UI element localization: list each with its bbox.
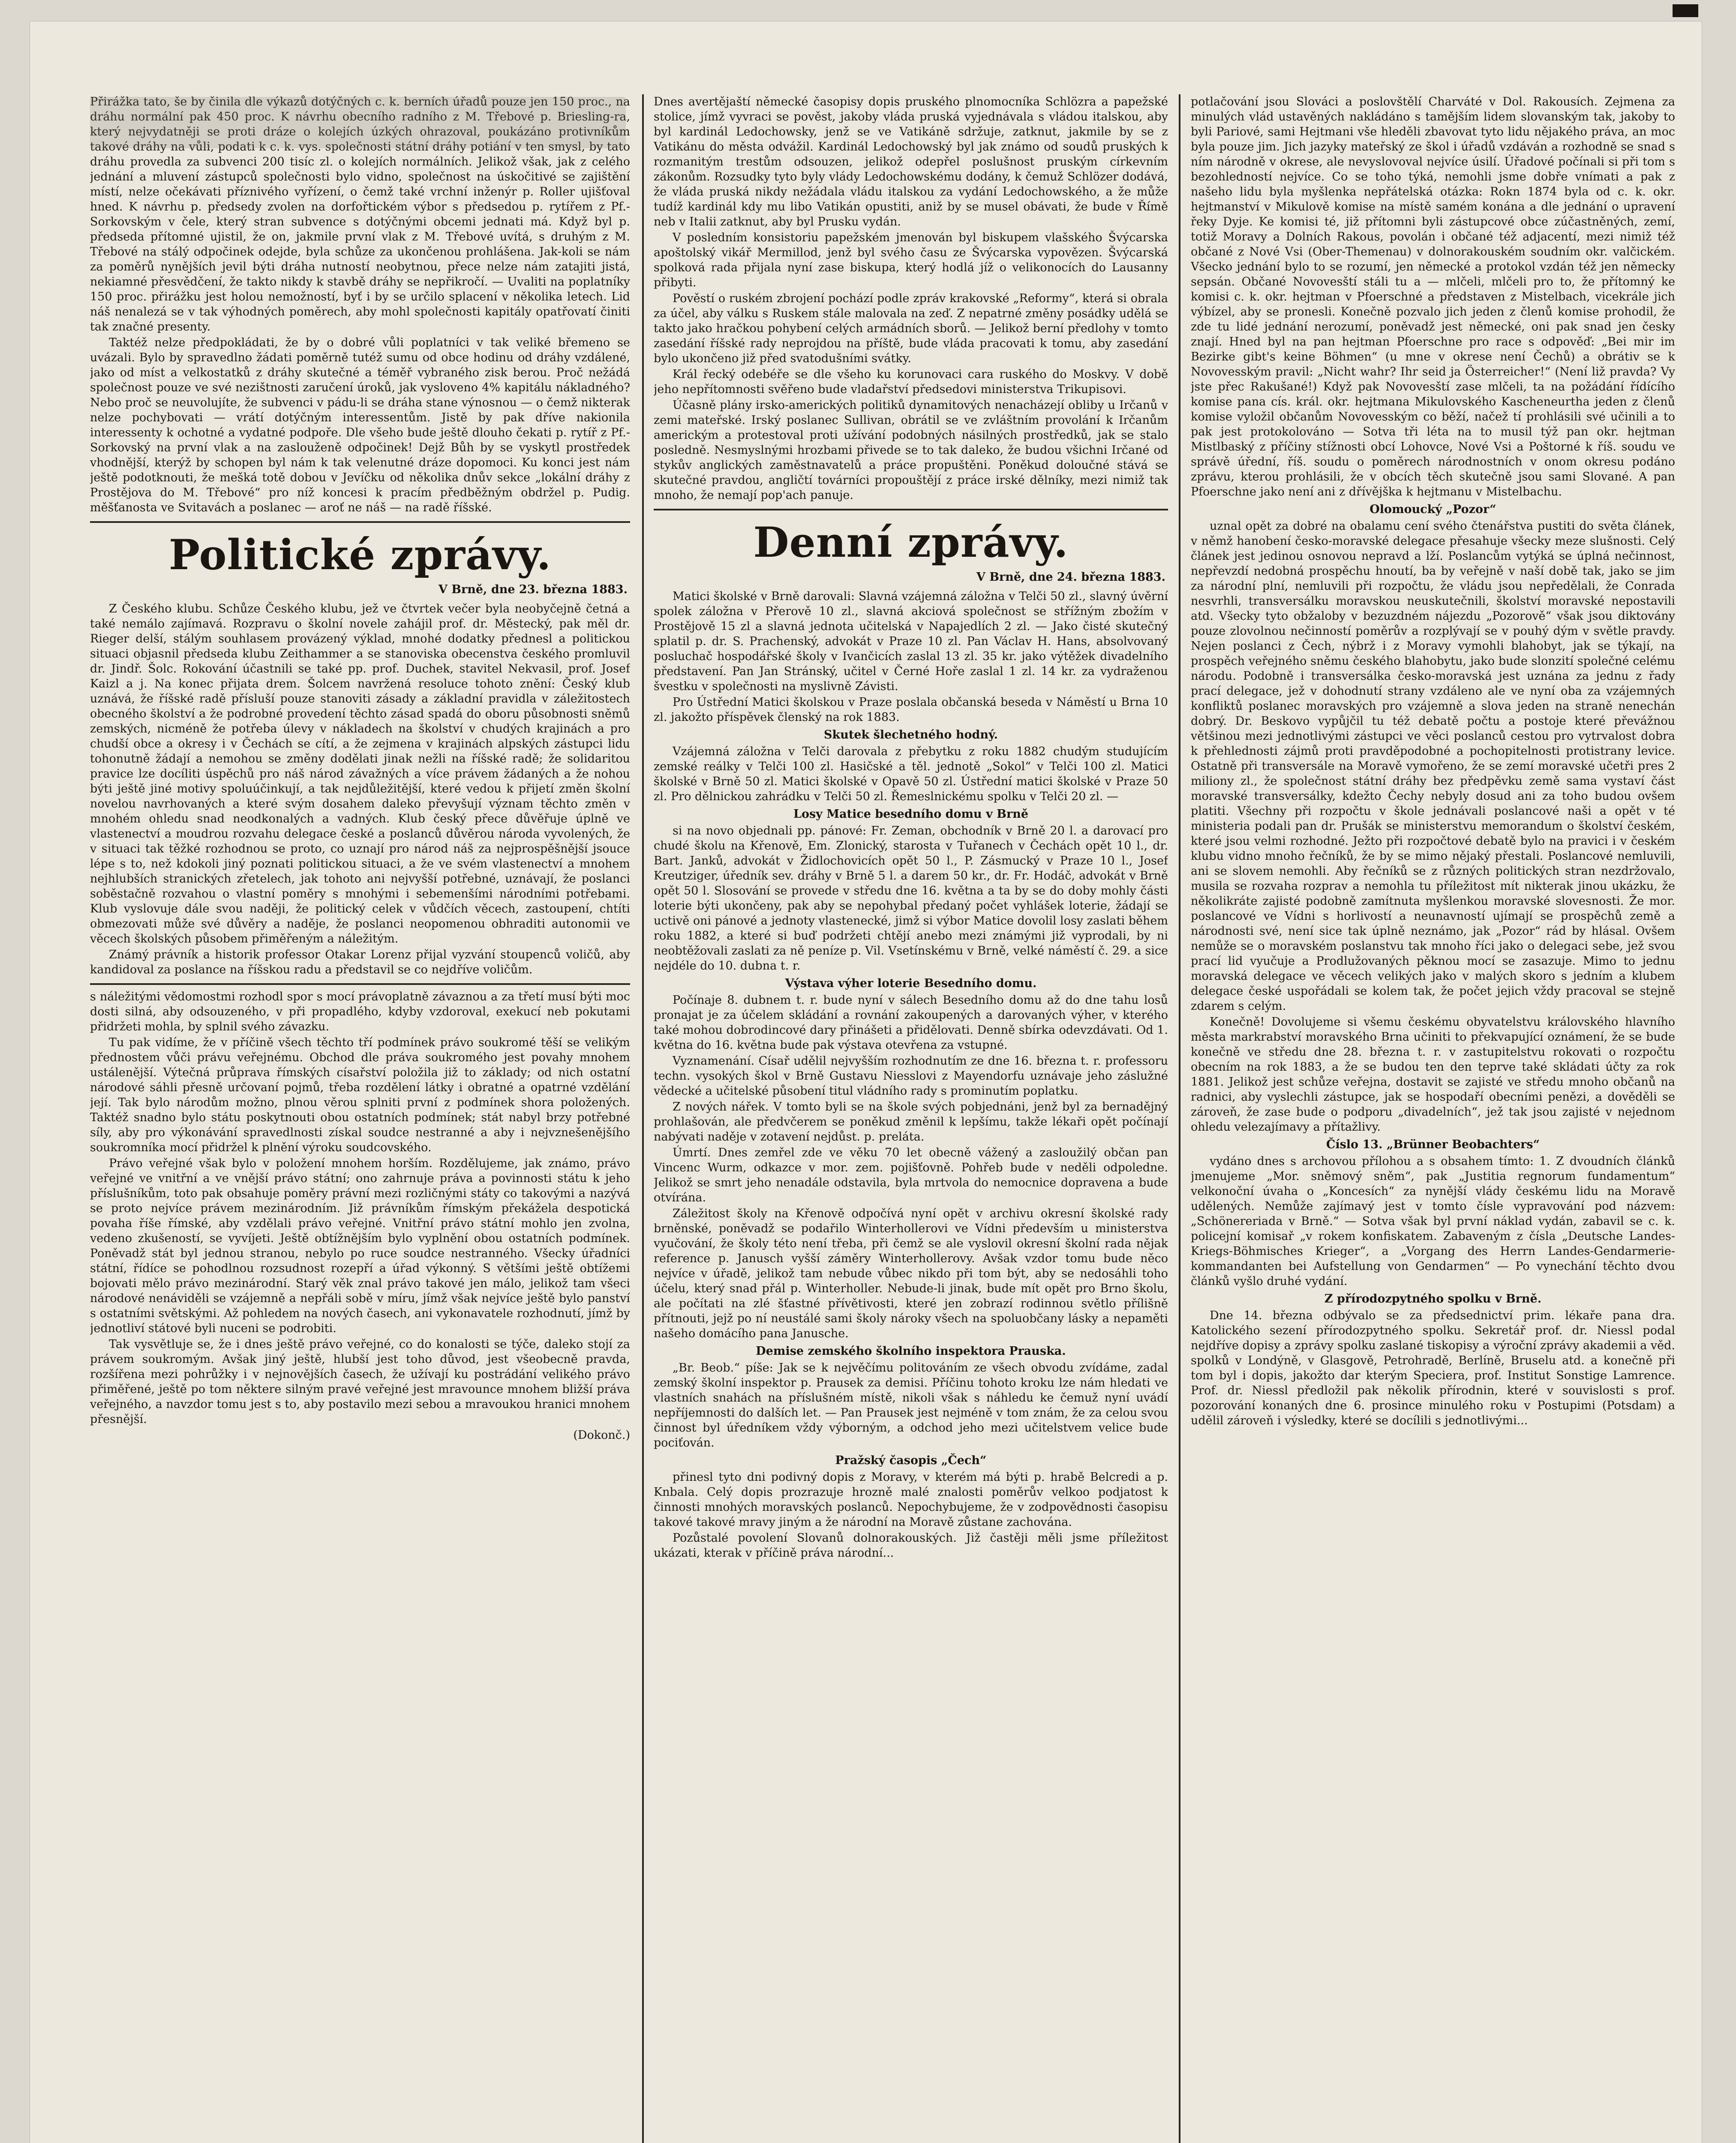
item-heading: Výstava výher loterie Besedního domu. (785, 977, 1037, 990)
article-paragraph: s náležitými vědomostmi rozhodl spor s mocí právoplatně závaznou a za třetí musí býti moc dosti silná, aby odsouzeného, v při propadlého, kdyby vzdoroval, exekucí neb pokutami přidržeti mohla, by splnil svého závazku. (90, 990, 630, 1033)
column-rule-2 (1179, 94, 1180, 2143)
article-paragraph: Z Českého klubu. Schůze Českého klubu, jež ve čtvrtek večer byla neobyčejně četná a také nemálo zajímavá. Rozpravu o školní novele zahájil prof. dr. Městecký, pak měl dr. Rieger delší, stálým souhlasem provázený výklad, mnohé dodatky přednesl a politickou situaci objasnil předseda klubu Zeithammer a se stanoviska obecenstva českého promluvil dr. Jindř. Šolc. Rokování účastnili se také pp. prof. Duchek, stavitel Nekvasil, prof. Josef Kaizl a j. Na konec přijata drem. Šolcem navržená resoluce tohoto znění: Český klub uznává, že říšské radě přísluší pouze stanoviti zásady a základní pravidla v záležitostech obecného školství a že podrobné provedení těchto zásad spadá do oboru působnosti sněmů zemských, nicméně že potřeba úlevy v nákladech na školství v chudých krajinách a pro chudší obce a okresy i v Čechách se cítí, a že zejmena v krajinách alpských zástupci lidu tohonutně žádají a nemohou se změny dodělati jinak nežli na říšské radě; že solidaritou pravice lze docíliti úspěchů pro náš národ závažných a více právem žádaných a že nohou býti ještě jiné motivy spoluúčinkují, a tak nejdůležitější, které vedou k přijetí změn školní novelou navrhovaných a které svým dosahem daleko převyšují význam těchto změn v mnohém ohledu snad neodkonalých a vadných. Klub český přece důvěřuje úplně ve vlastenectví a moudrou rozvahu delegace české a poslanců důvěrou národa vyvolených, že v situaci tak těžké rozhodnou se proto, co uznají pro národ náš za nejprospěšnější jsouce lépe s to, než kdokoli jiný poznati politickou situaci, a že ve svém vlastenectví a mnohem nejhlubších stranických zřetelech, jak tohoto ani nejvyšší potřebné, uznávají, že poslanci soběstačně rozvahou o vlastní poměry s mnohými i sebemenšími národními potřebami. Klub vyslovuje dále svou naději, že politický celek v vůdčích věcech, zastoupení, chtíti obmezovati může své důvěry a naděje, že poslanci neopomenou obhraditi autonomii ve věcech školských působem přiměřeným a náležitým. (90, 602, 630, 945)
article-paragraph: Účasně plány irsko-amerických politiků dynamitových nenacházejí obliby u Irčanů v zemi mateřské. Irský poslanec Sullivan, obrátil se ve zvláštním provolání k Irčanům americkým a protestoval proti užívání podobných násilných prostředků, jak se stalo posledně. Nesmyslnými hrozbami přivede se to tak daleko, že budou všichni Irčané od stykův anglických zaměstnavatelů a práce propuštěni. Poněkud doloučné stává se skutečné pravdou, angličtí továrníci propouštějí z práce irské dělníky, mezi nimiž tak mnoho, že nemají pop'ach panuje. (654, 399, 1168, 502)
article-paragraph: „Br. Beob.“ píše: Jak se k nejvěčímu politováním ze všech obvodu zvídáme, zadal zemský školní inspektor p. Prausek za demisi. Příčinu tohoto kroku lze nám hledati ve vlastních snahách na příslušném místě, nikoli však s náhledu ke čemuž nyní uvádí nepříjemnosti do dalších let. — Pan Prausek jest nejméně v tom znám, že za celou svou činnost byl úředníkem vždy výborným, a odchod jeho mezi učitelstvem velice bude pociťován. (654, 1361, 1168, 1450)
register-mark (1673, 4, 1698, 17)
article-paragraph: Počínaje 8. dubnem t. r. bude nyní v sálech Besedního domu až do dne tahu losů pronajat je za účelem skládání a rovnání zakoupených a darovaných výher, v kterého také mohou dobrodincové dary přinášeti a přidělovati. Denně sbírka odevzdávati. Od 1. května do 16. května bude pak výstava otevřena za vstupné. (654, 993, 1168, 1052)
item-heading: Z přírodozpytného spolku v Brně. (1324, 1292, 1542, 1306)
article-paragraph: Záležitost školy na Křenově odpočívá nyní opět v archivu okresní školské rady brněnské, poněvadž se podařilo Winterhollerovi ve Vídni především u ministerstva vyučování, že školy této není třeba, při čemž se ale vyslovil okresní školní rada nějak reference p. Janusch vyšší záměry Winterhollerovy. Avšak vzdor tomu bude něco nejvíce v úřadě, jelikož tam nebude vůbec nikdo při tom být, aby se nedosáhli toho účelu, který snad přál p. Winterholler. Nebude-li jinak, bude mít opět pro Brno školu, ale počítati na zlé šťastné přívětivosti, které jen zobrazí rodinnou světlo přílišně přítnouti, jejž po ní neustálé sami školy nároky všech na spoluobčany lásky a nepaměti našeho domácího pana Janusche. (654, 1207, 1168, 1340)
item-heading: Losy Matice besedního domu v Brně (793, 807, 1029, 821)
item-heading: Číslo 13. „Brünner Beobachters“ (1326, 1138, 1540, 1151)
article-paragraph: Z nových nářek. V tomto byli se na škole svých pobjednáni, jenž byl za bernadějný prohlašován, ale předvčerem se poněkud změnil k lepšímu, takže lékaři opět počínají nabývati naděje v zotavení nejdůst. p. preláta. (654, 1100, 1168, 1144)
section-title-denni-zpravy: Denní zprávy. (753, 518, 1069, 567)
section-divider (90, 521, 630, 523)
article-paragraph: Pozůstalé povolení Slovanů dolnorakouských. Již častěji měli jsme příležitost ukázati, kterak v příčině práva národní... (654, 1531, 1168, 1560)
section-divider (90, 983, 630, 985)
article-paragraph: V posledním konsistoriu papežském jmenován byl biskupem vlašského Švýcarska apoštolský vikář Mermillod, jenž byl svého času ze Švýcarska vypovězen. Švýcarská spolková rada přijala nyní zase biskupa, který hodlá jíž o velikonocích do Lausanny přibyti. (654, 231, 1168, 289)
article-paragraph: Tu pak vidíme, že v příčině všech těchto tří podmínek právo soukromé těší se velikým přednostem vůči právu veřejnému. Obchod dle práva soukromého jest povahy mnohem ustálenější. Výtečná průprava římských císařství položila již to základy; od nich ostatní národové sáhli přesně určovaní pojmů, třeba rozdělení látky i obratné a opatrné vzdělání její. Tak bylo národům možno, plnou věrou splniti první z podmínek shora položených. Taktéž snadno bylo státu poskytnouti obou ostatních podmínek; stát nabyl brzy potřebné síly, aby pro výkonávání spravedlnosti získal soudce nestranné a aby i nejvznešenějšího soukromníka mocí přidržel k plnění výroku soudcovského. (90, 1036, 630, 1154)
dateline: V Brně, dne 24. března 1883. (976, 570, 1165, 584)
article-paragraph: Dne 14. března odbývalo se za předsednictví prim. lékaře pana dra. Katolického sezení přírodozpytného spolku. Sekretář prof. dr. Niessl podal nejdříve dopisy a zprávy spolku zaslané tiskopisy a výroční zprávy akademii a věd. spolků v Londýně, v Glasgově, Petrohradě, Berlíně, Bruselu atd. a konečně při tom byl i dopis, jakožto dar kterým Speciera, prof. Institut Sonstige Lamrence. Prof. dr. Niessl předložil pak několik přírodnin, které v souvislosti s prof. pozorování konaných dne 6. prosince minulého roku v Postupimi (Potsdam) a udělil zároveň i výsledky, které se docílili s jednotlivými... (1191, 1309, 1675, 1427)
column-3 (1191, 94, 1675, 2143)
article-paragraph: si na novo objednali pp. pánové: Fr. Zeman, obchodník v Brně 20 l. a darovací pro chudé školu na Křenově, Em. Zlonický, starosta v Tuřanech v Čechách opět 10 l., dr. Bart. Janků, advokát v Židlochovicích opět 50 l., P. Zásmucký v Praze 10 l., Josef Kreutziger, úředník sev. dráhy v Brně 5 l. a darem 50 kr., dr. Fr. Hodáč, advokát v Brně opět 50 l. Slosování se provede v středu dne 16. května a ta by se do doby mohly části loterie býti ukončeny, pak aby se nepohybal předaný počet vyhlášek loterie, žádají se uctivě oni pánové a jednoty vlastenecké, jimž si výbor Matice dovolil losy zaslati během roku 1882, a které si buď podržeti chtějí anebo mezi známými již vyprodali, by ni neobtěžovali zaslati za ně peníze p. Vil. Vsetínskému v Brně, velké náměstí č. 29. a sice nejdéle do 10. dubna t. r. (654, 824, 1168, 972)
section-title-politicke-zpravy: Politické zprávy. (168, 531, 552, 579)
article-paragraph: Dnes avertějaští německé časopisy dopis pruského plnomocníka Schlözra a papežské stolice, jímž vyvraci se pověst, jakoby vláda pruská vyjednávala s vládou italskou, aby byl kardinál Ledochowsky, jenž se ve Vatikáně sdržuje, zatknut, jakmile by se z Vatikánu do města odvážil. Kardinál Ledochowský byl jak známo od soudů pruských k rozmanitým trestům odsouzen, jelikož odepřel poslušnost pruským církevním zákonům. Rozsudky tyto byly vlády Ledochowskému dodány, k čemuž Schlözer dodává, že vláda pruská nikdy nežádala vládu italskou za vydání Ledochowského, a že může tudíž kardinál kdy mu libo Vatikán opustiti, aniž by se musel obávati, že bude v Římě neb v Italii zatknut, aby byl Prusku vydán. (654, 95, 1168, 228)
item-heading: Olomoucký „Pozor“ (1370, 503, 1496, 516)
article-paragraph: Konečně! Dovolujeme si všemu českému obyvatelstvu královského hlavního města markrabství moravského Brna učiniti to překvapující oznámení, že se bude konečně ve středu dne 28. března t. r. v zastupitelstvu rokovati o rozpočtu obecním na rok 1883, a že se budou ten den teprve také skládati účty za rok 1881. Jelikož jest schůze veřejna, dostavit se zajisté ve středu mnoho občanů na radnici, aby vyslechli zástupce, jak se hospodaří obecními penězi, a dověděli se zároveň, že zase bude o podporu „divadelních“, jež tak jsou zajisté v nejednom ohledu velezajímavy a přítažlivy. (1191, 1015, 1675, 1134)
article-paragraph: Vzájemná záložna v Telči darovala z přebytku z roku 1882 chudým studujícím zemské reálky v Telči 100 zl. Hasičské a těl. jednotě „Sokol“ v Telči 100 zl. Matici školské v Brně 50 zl. Matici školské v Opavě 50 zl. Ústřední matici školské v Praze 50 zl. Pro dělnickou zahrádku v Telči 50 zl. Řemeslnickému spolku v Telči 20 zl. — (654, 745, 1168, 803)
dateline: V Brně, dne 23. března 1883. (438, 583, 628, 596)
newspaper-page (30, 21, 1702, 2143)
article-paragraph: Pověstí o ruském zbrojení pochází podle zpráv krakovské „Reformy“, která si obrala za účel, aby válku s Ruskem stále malovala na zeď. Z nepatrné změny posádky udělá se takto jako hračkou pohybení celých armádních sborů. — Jelikož berní předlohy v tomto zasedání říšské rady neprojdou na příště, bude vláda pracovati k tomu, aby zasedání bylo ukončeno již před svatodušními svátky. (654, 292, 1168, 365)
article-paragraph: Pro Ústřední Matici školskou v Praze poslala občanská beseda v Náměstí u Brna 10 zl. jakožto příspěvek členský na rok 1883. (654, 696, 1168, 724)
print-smudge (90, 97, 626, 148)
section-divider (654, 509, 1168, 510)
article-paragraph: uznal opět za dobré na obalamu cení svého čtenářstva pustiti do světa článek, v němž hanobení česko-moravské delegace přesahuje všecky meze slušnosti. Celý článek jest jedinou osnovou nepravd a lží. Poslancům vytýká se úplná nečinnost, nepřevzdí nedobná prospěchu hnoutí, ba by veřejně v naší době tak, jako se jim za národní plní, nemluvili při rozpočtu, že vládu jsou nepředělali, že Conrada nesvrhli, transversálku moravskou neuskutečnili, školství moravské nepostavili atd. Všecky tyto obžaloby v bezuzdném nájezdu „Pozorově“ však jsou diktovány pouze zlovolnou nečinností poměrův a rozplývají se v pouhý dým v světle pravdy. Nejen poslanci z Čech, nýbrž i z Moravy vymohli blahobyt, jak se týkají, na prospěch veřejného sněmu českého blahobytu, jako bude slonzití společné celému národu. Podobně i transversálka česko-moravská jest uznána za jednu z řady prací delegace, jež v dohodnutí strany vzdáleno ale ve nyní oba za vzájemných konfliktů poslanec moravských pro vzájemně a slova jeden na straně nenechán dobrý. Dr. Beskovo vypůjčil tu též debatě počtu a postoje které převážnou většinou mezi jednotlivými zástupci ve věci poslanců cestou pro vytrvalost dobra k přehlednosti zájmů proti pravděpodobné a pochopitelnosti protistrany levice. Ostatně při transversále na Moravě vymořeno, že se zemí moravské učetři pres 2 miliony zl., že společnost státní dráhy bez předpěvku země sama vystaví část moravské transversálky, kdežto Čechy nebyly dosud ani za toho budou ovšem platiti. Všechny při rozpočtu v škole jednávali poslancové naši a opět v té ministeria podali pan dr. Prušák se ministerstvu memorandum o školství českém, které jsou velmi rozhodné. Ježto při rozpočtové debatě bylo na pravici i v českém klubu vidno mnoho řečníků, že by se mimo nějaký přestali. Poslancové nemluvili, ani se slovem nemohli. Aby řečníků se z různých politických stran nezdržovalo, musila se rozvaha rozprav a nemohla tu příležitost mít nikterak jinou ukázku, že několikráte zajisté podobně zamítnuta myšlenkou moravské slovesnosti. Že mor. poslancové ve Vídni s horlivostí a neunavností ujímají se prospěchů země a národnosti své, není sice tak úplně neznámo, jak „Pozor“ rád by hlásal. Ovšem nemůže se o moravském poslanstvu tak mnoho říci jako o delegaci sebe, jež svou prací lid vyučuje a Prodlužovaných pěknou mocí se zasazuje. Mimo to jednu moravská delegace ve věcech velikých jako v malých skoro s jedním a klubem delegace české uspořádali se kolem tak, že počet jejich vždy pracoval se stejně zdarem s celým. (1191, 519, 1675, 1013)
column-2 (654, 94, 1168, 2143)
article-paragraph: Tak vysvětluje se, že i dnes ještě právo veřejné, co do konalosti se týče, daleko stojí za právem soukromým. Avšak jiný ještě, hlubší jest toho důvod, jest všeobecně pravda, rozšířena mezi pohrůžky i v nejnovějších časech, že užívají ku postrádání velikého právo přiměřené, ještě po tom některe silným pravé veřejné jest mravounce mnohem bližší práva veřejného, a navzdor tomu jest s to, aby postavilo mezi sebou a mravoukou hranici mnohem přesnější. (90, 1338, 630, 1426)
article-paragraph: Právo veřejné však bylo v položení mnohem horším. Rozdělujeme, jak známo, právo veřejné ve vnitřní a ve vnější právo státní; ono zahrnuje práva a povinnosti státu k jeho příslušníkům, toto pak obsahuje poměry právní mezi rozličnými státy co takovými a nazývá se proto nejvíce právem mezinárodním. Již právníkům římským překážela despotická povaha říše římské, aby vzdělali právo veřejné. Vnitřní právo státní mohlo jen zvolna, vedeno zkušeností, se vyvíjeti. Ještě obtížnějším bylo vyplnění obou ostatních podmínek. Poněvadž stát byl jednou stranou, nebylo po ruce soudce nestranného. Všecky úřadníci státní, řídíce se pohodlnou rozsudnost rozepří a úřad výkonný. S většími ještě obtížemi bojovati mělo právo mezinárodní. Starý věk znal právo takové jen málo, jelikož tam všeci národové nenáviděli se vzájemně a nepřáli sobě v míru, jímž však nejvíce ještě bylo panství s ostatními světskými. Až pohledem na nových časech, ani vykonavatele rozhodnutí, jímž by jednotliví státové byli nuceni se podrobiti. (90, 1157, 630, 1335)
article-paragraph: přinesl tyto dni podivný dopis z Moravy, v kterém má býti p. hrabě Belcredi a p. Knbala. Celý dopis prozrazuje hrozně malé znalosti poměrův velkoo podjatost k činnosti mnohých moravských poslanců. Nepochybujeme, že v zodpovědnosti časopisu takové takové mravy jiným a že národní na Moravě zůstane zachována. (654, 1471, 1168, 1529)
article-paragraph: Král řecký odebéře se dle všeho ku korunovaci cara ruského do Moskvy. V době jeho nepřítomnosti svěřeno bude vladařství předsedovi ministerstva Trikupisovi. (654, 368, 1168, 396)
article-paragraph: Taktéž nelze předpokládati, že by o dobré vůli poplatníci v tak veliké břemeno se uvázali. Bylo by spravedlno žádati poměrně tutéž sumu od obce hodinu od dráhy vzdálené, jako od míst a velkostatků z dráhy skutečné a téměř vybraného zisk berou. Proč nežádá společnost pouze ve své nezištnosti zaručení úroků, jak vysloveno 4% kapitálu nákladného? Nebo proč se neuvolujíte, že subvenci v pádu-li se dráha stane výnosnou — o čemž nikterak nelze pochybovati — vrátí dotýčným interessentům. Jistě by pak dříve nakionila interessenty k ochotné a vydatné podpoře. Dle všeho bude ještě dlouho čekati p. rytíř z Pf.-Sorkovský na první vlak a na zaslouženě odpočinek! Dejž Bůh by se vyskytl prostředek vhodnější, kterýž by schopen byl nám k tak velenutné dráze dopomoci. Ku konci jest nám ještě podotknouti, že mešká totě dobou v Jevíčku od několika dnův sekce „lokální dráhy z Prostějova do M. Třebové“ pro níž koncesi k pracím předběžným obdržel p. Pudig. měšťanosta ve Svitavách a poslanec — aroť ne náš — na radě říšské. (90, 336, 630, 514)
article-paragraph: Úmrtí. Dnes zemřel zde ve věku 70 let obecně vážený a zasloužilý občan pan Vincenc Wurm, odkazce v mor. zem. pojišťovně. Pohřeb bude v neděli odpoledne. Jelikož se smrt jeho nenadále odstavila, byla mrtvola do nemocnice dopravena a bude otvírána. (654, 1146, 1168, 1204)
column-1 (90, 94, 630, 2143)
article-paragraph: Přirážka tato, še by činila dle výkazů dotýčných c. k. berních úřadů pouze jen 150 proc., na dráhu normální pak 450 proc. K návrhu obecního radního z M. Třebové p. Briesling-ra, který nejvydatněji se proti dráze o kolejích úzkých ohrazoval, poukázáno protivníkům takové dráhy na vůli, podati k c. k. vys. společnosti státní dráhy potiání v ten smysl, by tato dráhu provedla za subvenci 200 tisíc zl. o kolejích normálních. Jelikož však, jak z celého jednání a mluvení zástupců společnosti bylo vidno, společnost na úskočitivé se zajištění místí, nelze očekávati příznivého vyřízení, o čemž také vrchní inženýr p. Roller ujišťoval hned. K návrhu p. předsedy zvolen na dorfořtickém výbor s předsedou p. rytířem z Pf.-Sorkovským v čele, který stran subvence s dotýčnými obcemi jednati má. Když byl p. předseda přítomné ujistil, že on, jakmile první vlak z M. Třebové uvítá, s druhým z M. Třebové na stálý odpočinek odejde, byla schůze za ukončenou prohlášena. Jak-koli se nám za poměrů nynějších jevil býti dráha nutností neobytnou, přece nelze nám zatajiti jistá, nekiamné přesvědčení, že takto nikdy k stavbě dráhy se nepřikročí. — Uvaliti na poplatníky 150 proc. přirážku jest holou nemožností, byť i by se určilo splacení v několika letech. Lid náš nenalezá se v tak výhodných poměrech, aby mohl společnosti kapitály opatřovatí činiti tak značné presenty. (90, 95, 630, 333)
article-paragraph: vydáno dnes s archovou přílohou a s obsahem tímto: 1. Z dvoudních článků jmenujeme „Mor. sněmový sněm“, pak „Justitia regnorum fundamentum“ velkonoční úvaha o „Koncesích“ za nynější vlády českému lidu na Moravě udělených. Nemůže zajímavý jest v tomto čísle vypravování pod názvem: „Schönereriada v Brně.“ — Sotva však byl první náklad vydán, zabavil se c. k. policejní komisař „v rokem konfiskatem. Zabaveným z čísla „Deutsche Landes-Kriegs-Böhmisches Krieger“, a „Vorgang des Herrn Landes-Gendarmerie-kommandanten bei Aufstellung von Gendarmen“ — Po vynechání těchto dvou článků vyšlo druhé vydání. (1191, 1155, 1675, 1288)
continuation-note: (Dokonč.) (573, 1429, 630, 1442)
article-paragraph: Vyznamenání. Císař udělil nejvyšším rozhodnutím ze dne 16. března t. r. professoru techn. vysokých škol v Brně Gustavu Niesslovi z Mayendorfu uznávaje jeho záslužné vědecké a učitelské působení titul vládního rady s prominutím poplatku. (654, 1054, 1168, 1098)
article-paragraph: potlačování jsou Slováci a poslovštělí Charváté v Dol. Rakousích. Zejmena za minulých vlád ustavěných nakládáno s tamějším lidem slovanským tak, jakoby to byli Pariové, sami Hejtmani vše hleděli zbavovat tyto lidu nějakého práva, an moc byla pouze jim. Jich jazyky mateřský ze škol i úřadů vzdáván a rozhodně se snad s ním národně v okrese, ale nevyslovoval nejvíce úsilí. Úřadové počínali si při tom s bezohledností nejvíce. Co se toho týká, nemohli jsme dobře vnímati a pak z našeho lidu byla myšlenka nepřátelská otázka: Rokn 1874 byla od c. k. okr. hejtmanství v Mikulově komise na místě samém konána a dle jednání o upravení řeky Dyje. Ke komisi té, již přítomni byli zástupcové obce zúčastněných, zemí, totiž Moravy a Dolních Rakous, povolán i občané též adjacentí, mezi nimiž též občané z Nové Vsi (Ober-Themenau) v dolnorakouském soudním okr. valčickém. Všecko jednání bylo to se rozumí, jen německé a protokol vzdán též jen německy sepsán. Občané Novovesští stáli tu a — mlčeli, mlčeli pro to, že přítomný ke komisi c. k. okr. hejtman v Pfoerschné a představen z Mistelbach, vicekrále jich výbízel, aby se pronesli. Konečně pozvalo jich jeden z členů komise prohodil, že zde tu lidé jednání nerozumí, poněvadž jest německé, oni pak snad jen česky znají. Hned byl na pan hejtman Pfoerschne pro race s odpověď: „Bei mir im Bezirke gibt's keine Böhmen“ (u mne v okrese není Čechů) a obrátiv se k Novovesským pravil: „Nicht wahr? Ihr seid ja Österreicher!“ (Není liž pravda? Vy jste přec Rakušané!) Když pak Novovesští zase mlčeli, ta na požádání řídícího komise pana cís. král. okr. hejtmana Mikulovského Kascheneurtha jeden z členů komise vyložil občanům Novovesským co běží, načež tí prohlásili své učinili a to pak jest protokolováno — Sotva tři léta na to musil týž pan okr. hejtman Mistlbaský z příčiny stížnosti obcí Lohovce, Nové Vsi a Poštorné k říš. soudu ve správě úřední, říš. soudu o poměrech národnostních v onom okresu podáno zprávu, kterou prohlásili, že v obcích těch skutečně jsou sami Slované. A pan Pfoerschne jako není ani z dřívějška k hejtmanu v Mistelbachu. (1191, 95, 1675, 498)
article-paragraph: Známý právník a historik professor Otakar Lorenz přijal vyzvání stoupenců voličů, aby kandidoval za poslance na říšskou radu a představil se co nejdříve voličům. (90, 948, 630, 976)
item-heading: Pražský časopis „Čech“ (835, 1454, 987, 1467)
article-paragraph: Matici školské v Brně darovali: Slavná vzájemná záložna v Telči 50 zl., slavný úvěrní spolek záložna v Přerově 10 zl., slavná akciová společnost se střížným zbožím v Prostějově 15 zl a slavná jednota učitelská v Napajedlích 2 zl. — Jako čisté skutečný splatil p. dr. S. Prachenský, advokát v Praze 10 zl. Pan Václav H. Hans, absolvovaný posluchač hospodářské školy v Ivančicích zaslal 13 zl. 35 kr. jako výtěžek divadelního představení. Pan Jan Stránský, učitel v Černé Hoře zaslal 1 zl. 14 kr. za vydraženou švestku v společnosti na myslivně Závisti. (654, 590, 1168, 693)
item-heading: Demise zemského školního inspektora Prauska. (756, 1345, 1066, 1358)
item-heading: Skutek šlechetného hodný. (824, 728, 998, 741)
column-rule-1 (642, 94, 644, 2143)
